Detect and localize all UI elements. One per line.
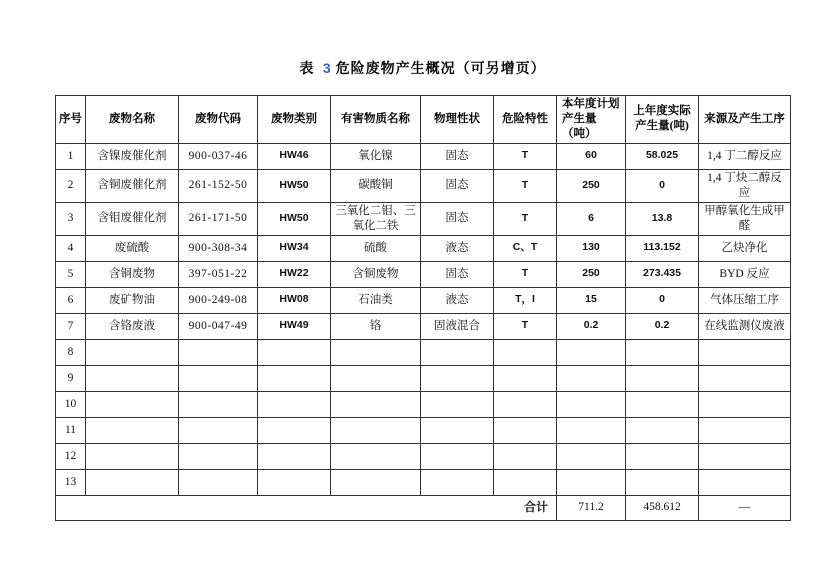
cell-row-number: 1 (56, 143, 86, 169)
cell-row-number: 9 (56, 365, 86, 391)
cell-source-process: 1,4 丁二醇反应 (699, 143, 791, 169)
page-title (55, 58, 790, 78)
cell-physical-state (421, 417, 494, 443)
col-header-hazardous-substance: 有害物质名称 (331, 96, 421, 144)
cell-waste-name: 含钼废催化剂 (86, 202, 179, 235)
table-row (56, 261, 791, 287)
cell-actual-output: 0 (626, 169, 699, 202)
cell-hazard-property: T，I (494, 287, 557, 313)
table-row (56, 202, 791, 235)
cell-row-number: 2 (56, 169, 86, 202)
title-number: 3 (322, 60, 332, 76)
cell-waste-name (86, 417, 179, 443)
cell-hazardous-substance (331, 469, 421, 495)
cell-physical-state: 固态 (421, 143, 494, 169)
cell-waste-name (86, 391, 179, 417)
cell-waste-name (86, 365, 179, 391)
total-source-dash: — (699, 495, 791, 520)
table-row (56, 417, 791, 443)
cell-waste-name: 含铜废物 (86, 261, 179, 287)
table-row (56, 391, 791, 417)
cell-waste-code (179, 391, 258, 417)
cell-waste-code (179, 443, 258, 469)
cell-waste-name: 废硫酸 (86, 235, 179, 261)
table-row (56, 313, 791, 339)
cell-waste-category (258, 469, 331, 495)
cell-planned-output (557, 417, 626, 443)
cell-physical-state (421, 339, 494, 365)
cell-waste-category: HW46 (258, 143, 331, 169)
cell-row-number: 3 (56, 202, 86, 235)
cell-waste-category: HW50 (258, 169, 331, 202)
cell-waste-category: HW34 (258, 235, 331, 261)
cell-source-process: 1,4 丁炔二醇反应 (699, 169, 791, 202)
total-label: 合计 (56, 495, 557, 520)
cell-hazardous-substance: 铬 (331, 313, 421, 339)
cell-physical-state: 固态 (421, 169, 494, 202)
cell-source-process: 气体压缩工序 (699, 287, 791, 313)
cell-actual-output (626, 339, 699, 365)
cell-hazardous-substance: 石油类 (331, 287, 421, 313)
cell-actual-output: 13.8 (626, 202, 699, 235)
table-row (56, 469, 791, 495)
cell-source-process: 乙炔净化 (699, 235, 791, 261)
cell-source-process: 在线监测仪废液 (699, 313, 791, 339)
cell-waste-code: 261-171-50 (179, 202, 258, 235)
cell-row-number: 6 (56, 287, 86, 313)
cell-waste-category (258, 365, 331, 391)
cell-source-process (699, 443, 791, 469)
table-row (56, 287, 791, 313)
col-header-actual-output: 上年度实际产生量(吨) (626, 96, 699, 144)
cell-hazardous-substance (331, 365, 421, 391)
cell-hazard-property: T (494, 202, 557, 235)
cell-waste-code: 397-051-22 (179, 261, 258, 287)
col-header-physical-state: 物理性状 (421, 96, 494, 144)
cell-waste-category: HW08 (258, 287, 331, 313)
col-header-planned-output: 本年度计划产生量（吨） (557, 96, 626, 144)
cell-waste-name (86, 339, 179, 365)
cell-waste-category (258, 443, 331, 469)
header-row (56, 96, 791, 144)
cell-physical-state (421, 443, 494, 469)
col-header-hazard-property: 危险特性 (494, 96, 557, 144)
cell-physical-state: 固液混合 (421, 313, 494, 339)
cell-actual-output: 0 (626, 287, 699, 313)
cell-waste-code (179, 365, 258, 391)
table-row (56, 365, 791, 391)
cell-waste-category (258, 339, 331, 365)
cell-planned-output (557, 339, 626, 365)
cell-waste-code (179, 469, 258, 495)
cell-planned-output: 250 (557, 261, 626, 287)
cell-planned-output (557, 443, 626, 469)
cell-planned-output (557, 469, 626, 495)
cell-source-process: BYD 反应 (699, 261, 791, 287)
cell-hazard-property (494, 391, 557, 417)
cell-hazard-property (494, 443, 557, 469)
cell-planned-output: 6 (557, 202, 626, 235)
cell-row-number: 5 (56, 261, 86, 287)
cell-actual-output (626, 469, 699, 495)
cell-row-number: 7 (56, 313, 86, 339)
cell-waste-name (86, 443, 179, 469)
cell-waste-name: 含铜废催化剂 (86, 169, 179, 202)
cell-hazardous-substance: 三氧化二钼、三氧化二铁 (331, 202, 421, 235)
cell-row-number: 8 (56, 339, 86, 365)
cell-source-process (699, 365, 791, 391)
cell-waste-name: 含铬废液 (86, 313, 179, 339)
cell-waste-name: 含镍废催化剂 (86, 143, 179, 169)
cell-hazard-property: T (494, 143, 557, 169)
cell-waste-category (258, 391, 331, 417)
title-prefix: 表 (299, 62, 315, 77)
cell-waste-category: HW22 (258, 261, 331, 287)
cell-hazard-property (494, 339, 557, 365)
cell-hazard-property: T (494, 261, 557, 287)
cell-waste-code: 261-152-50 (179, 169, 258, 202)
cell-physical-state: 固态 (421, 261, 494, 287)
cell-actual-output (626, 391, 699, 417)
cell-row-number: 12 (56, 443, 86, 469)
cell-physical-state (421, 365, 494, 391)
cell-hazard-property: T (494, 169, 557, 202)
cell-source-process (699, 391, 791, 417)
cell-waste-name (86, 469, 179, 495)
cell-source-process (699, 469, 791, 495)
cell-planned-output (557, 391, 626, 417)
cell-planned-output: 15 (557, 287, 626, 313)
cell-actual-output: 58.025 (626, 143, 699, 169)
cell-actual-output: 273.435 (626, 261, 699, 287)
total-planned-output: 711.2 (557, 495, 626, 520)
cell-waste-code: 900-037-46 (179, 143, 258, 169)
table-row (56, 339, 791, 365)
cell-planned-output: 250 (557, 169, 626, 202)
cell-row-number: 11 (56, 417, 86, 443)
col-header-source-process: 来源及产生工序 (699, 96, 791, 144)
cell-source-process (699, 417, 791, 443)
cell-physical-state (421, 391, 494, 417)
cell-hazardous-substance: 硫酸 (331, 235, 421, 261)
total-row (56, 495, 791, 520)
col-header-waste-category: 废物类别 (258, 96, 331, 144)
cell-hazard-property: T (494, 313, 557, 339)
col-header-waste-code: 废物代码 (179, 96, 258, 144)
cell-physical-state: 液态 (421, 287, 494, 313)
cell-physical-state (421, 469, 494, 495)
col-header-waste-name: 废物名称 (86, 96, 179, 144)
cell-hazardous-substance: 氧化镍 (331, 143, 421, 169)
col-header-serial: 序号 (56, 96, 86, 144)
cell-hazardous-substance (331, 417, 421, 443)
cell-row-number: 10 (56, 391, 86, 417)
cell-hazardous-substance (331, 339, 421, 365)
total-actual-output: 458.612 (626, 495, 699, 520)
cell-waste-name: 废矿物油 (86, 287, 179, 313)
cell-waste-category: HW50 (258, 202, 331, 235)
cell-row-number: 13 (56, 469, 86, 495)
table-row (56, 235, 791, 261)
cell-hazardous-substance (331, 391, 421, 417)
cell-waste-code: 900-047-49 (179, 313, 258, 339)
cell-physical-state: 固态 (421, 202, 494, 235)
cell-actual-output: 0.2 (626, 313, 699, 339)
cell-actual-output (626, 417, 699, 443)
title-suffix: 危险废物产生概况（可另增页） (335, 62, 546, 77)
cell-waste-code: 900-308-34 (179, 235, 258, 261)
table-row (56, 143, 791, 169)
cell-row-number: 4 (56, 235, 86, 261)
cell-hazardous-substance: 含铜废物 (331, 261, 421, 287)
table-row (56, 169, 791, 202)
cell-planned-output (557, 365, 626, 391)
cell-hazard-property: C、T (494, 235, 557, 261)
cell-actual-output (626, 365, 699, 391)
table-row (56, 443, 791, 469)
cell-hazard-property (494, 469, 557, 495)
cell-planned-output: 130 (557, 235, 626, 261)
cell-planned-output: 60 (557, 143, 626, 169)
cell-source-process: 甲醇氧化生成甲醛 (699, 202, 791, 235)
cell-physical-state: 液态 (421, 235, 494, 261)
cell-actual-output (626, 443, 699, 469)
cell-hazardous-substance: 碳酸铜 (331, 169, 421, 202)
cell-waste-category (258, 417, 331, 443)
cell-actual-output: 113.152 (626, 235, 699, 261)
cell-hazard-property (494, 365, 557, 391)
cell-waste-category: HW49 (258, 313, 331, 339)
cell-hazardous-substance (331, 443, 421, 469)
cell-waste-code: 900-249-08 (179, 287, 258, 313)
cell-waste-code (179, 339, 258, 365)
hazardous-waste-table (55, 95, 791, 521)
cell-source-process (699, 339, 791, 365)
cell-waste-code (179, 417, 258, 443)
cell-hazard-property (494, 417, 557, 443)
cell-planned-output: 0.2 (557, 313, 626, 339)
